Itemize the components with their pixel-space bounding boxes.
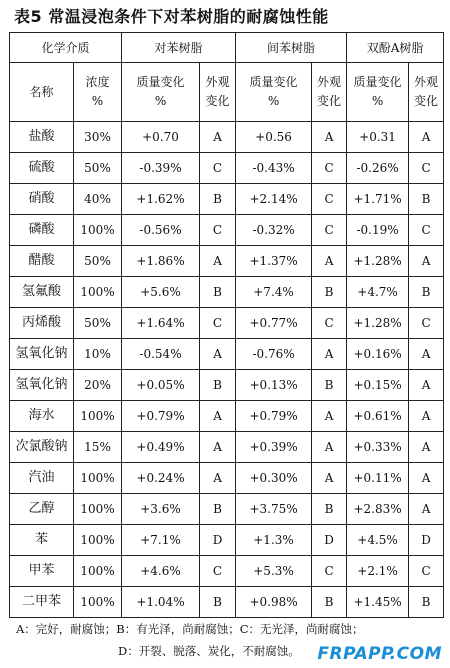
mass-change-terephthalic-cell: +0.24% — [122, 463, 200, 494]
mass-change-bisphenol-a-cell: +2.83% — [347, 494, 409, 525]
appearance-isophthalic-cell: A — [312, 122, 347, 153]
appearance-bisphenol-a-cell: C — [409, 308, 444, 339]
chemical-name-cell: 磷酸 — [10, 215, 74, 246]
chemical-name-cell: 醋酸 — [10, 246, 74, 277]
appearance-terephthalic-cell: D — [200, 525, 236, 556]
appearance-isophthalic-cell: B — [312, 370, 347, 401]
mass-change-bisphenol-a-cell: +1.71% — [347, 184, 409, 215]
appearance-bisphenol-a-cell: A — [409, 432, 444, 463]
mass-change-terephthalic-cell: +7.1% — [122, 525, 200, 556]
header-medium: 化学介质 — [10, 33, 122, 63]
mass-change-isophthalic-cell: +0.13% — [236, 370, 312, 401]
table-row — [10, 370, 444, 401]
header-name: 名称 — [10, 63, 74, 122]
appearance-terephthalic-cell: C — [200, 215, 236, 246]
appearance-isophthalic-cell: D — [312, 525, 347, 556]
appearance-isophthalic-cell: A — [312, 246, 347, 277]
header-row-groups — [10, 33, 444, 63]
table-row — [10, 308, 444, 339]
mass-change-bisphenol-a-cell: -0.19% — [347, 215, 409, 246]
table-row — [10, 525, 444, 556]
mass-change-terephthalic-cell: -0.39% — [122, 153, 200, 184]
appearance-terephthalic-cell: A — [200, 339, 236, 370]
appearance-isophthalic-cell: C — [312, 153, 347, 184]
mass-change-bisphenol-a-cell: +0.11% — [347, 463, 409, 494]
mass-change-terephthalic-cell: +1.04% — [122, 587, 200, 618]
table-row — [10, 463, 444, 494]
appearance-isophthalic-cell: A — [312, 463, 347, 494]
chemical-name-cell: 丙烯酸 — [10, 308, 74, 339]
mass-change-isophthalic-cell: +0.56 — [236, 122, 312, 153]
appearance-terephthalic-cell: B — [200, 277, 236, 308]
mass-change-bisphenol-a-cell: +0.31 — [347, 122, 409, 153]
chemical-name-cell: 甲苯 — [10, 556, 74, 587]
concentration-cell: 100% — [74, 215, 122, 246]
appearance-isophthalic-cell: C — [312, 184, 347, 215]
appearance-isophthalic-cell: A — [312, 432, 347, 463]
concentration-cell: 100% — [74, 494, 122, 525]
appearance-isophthalic-cell: B — [312, 587, 347, 618]
appearance-bisphenol-a-cell: B — [409, 184, 444, 215]
chemical-name-cell: 汽油 — [10, 463, 74, 494]
header-mass-change-1: 质量变化 % — [122, 63, 200, 122]
mass-change-isophthalic-cell: +0.79% — [236, 401, 312, 432]
footnote-line-2: D：开裂、脱落、炭化，不耐腐蚀。 — [118, 644, 300, 658]
table-row — [10, 556, 444, 587]
table-title: 表5 常温浸泡条件下对苯树脂的耐腐蚀性能 — [14, 7, 329, 26]
mass-change-isophthalic-cell: +0.98% — [236, 587, 312, 618]
concentration-cell: 100% — [74, 401, 122, 432]
appearance-isophthalic-cell: A — [312, 339, 347, 370]
mass-change-terephthalic-cell: -0.56% — [122, 215, 200, 246]
concentration-cell: 50% — [74, 153, 122, 184]
table-row — [10, 587, 444, 618]
concentration-cell: 10% — [74, 339, 122, 370]
header-resin-bisphenol-a: 双酚A树脂 — [347, 33, 444, 63]
mass-change-bisphenol-a-cell: +0.33% — [347, 432, 409, 463]
header-resin-terephthalic: 对苯树脂 — [122, 33, 236, 63]
header-mass-change-2: 质量变化 % — [236, 63, 312, 122]
concentration-cell: 100% — [74, 525, 122, 556]
table-row — [10, 494, 444, 525]
appearance-bisphenol-a-cell: B — [409, 587, 444, 618]
header-appearance-change-3: 外观 变化 — [409, 63, 444, 122]
mass-change-bisphenol-a-cell: +1.28% — [347, 246, 409, 277]
mass-change-isophthalic-cell: +1.3% — [236, 525, 312, 556]
chemical-name-cell: 盐酸 — [10, 122, 74, 153]
appearance-bisphenol-a-cell: D — [409, 525, 444, 556]
mass-change-terephthalic-cell: +3.6% — [122, 494, 200, 525]
appearance-bisphenol-a-cell: A — [409, 494, 444, 525]
header-row-columns — [10, 63, 444, 122]
mass-change-terephthalic-cell: +0.79% — [122, 401, 200, 432]
mass-change-bisphenol-a-cell: +0.15% — [347, 370, 409, 401]
mass-change-terephthalic-cell: +1.64% — [122, 308, 200, 339]
chemical-name-cell: 次氯酸钠 — [10, 432, 74, 463]
mass-change-bisphenol-a-cell: +2.1% — [347, 556, 409, 587]
mass-change-terephthalic-cell: +4.6% — [122, 556, 200, 587]
table-row — [10, 215, 444, 246]
chemical-name-cell: 海水 — [10, 401, 74, 432]
concentration-cell: 50% — [74, 246, 122, 277]
concentration-cell: 100% — [74, 277, 122, 308]
appearance-terephthalic-cell: B — [200, 587, 236, 618]
mass-change-isophthalic-cell: +7.4% — [236, 277, 312, 308]
chemical-name-cell: 硝酸 — [10, 184, 74, 215]
mass-change-terephthalic-cell: +0.49% — [122, 432, 200, 463]
header-resin-isophthalic: 间苯树脂 — [236, 33, 347, 63]
concentration-cell: 100% — [74, 463, 122, 494]
appearance-isophthalic-cell: B — [312, 277, 347, 308]
mass-change-isophthalic-cell: +3.75% — [236, 494, 312, 525]
corrosion-resistance-table — [9, 32, 444, 618]
table-row — [10, 246, 444, 277]
appearance-terephthalic-cell: A — [200, 432, 236, 463]
appearance-bisphenol-a-cell: A — [409, 463, 444, 494]
appearance-terephthalic-cell: A — [200, 463, 236, 494]
concentration-cell: 50% — [74, 308, 122, 339]
appearance-terephthalic-cell: B — [200, 494, 236, 525]
mass-change-bisphenol-a-cell: +4.5% — [347, 525, 409, 556]
footnote-line-1: A：完好，耐腐蚀；B：有光泽，尚耐腐蚀；C：无光泽，尚耐腐蚀； — [16, 622, 364, 636]
appearance-bisphenol-a-cell: A — [409, 246, 444, 277]
mass-change-isophthalic-cell: +0.30% — [236, 463, 312, 494]
header-concentration: 浓度 % — [74, 63, 122, 122]
mass-change-isophthalic-cell: -0.43% — [236, 153, 312, 184]
appearance-bisphenol-a-cell: B — [409, 277, 444, 308]
appearance-terephthalic-cell: A — [200, 401, 236, 432]
watermark-logo: FRPAPP.COM — [317, 644, 442, 664]
header-appearance-change-1: 外观 变化 — [200, 63, 236, 122]
mass-change-terephthalic-cell: +1.62% — [122, 184, 200, 215]
chemical-name-cell: 乙醇 — [10, 494, 74, 525]
mass-change-terephthalic-cell: +0.70 — [122, 122, 200, 153]
concentration-cell: 30% — [74, 122, 122, 153]
appearance-terephthalic-cell: B — [200, 370, 236, 401]
mass-change-bisphenol-a-cell: +0.61% — [347, 401, 409, 432]
table-row — [10, 277, 444, 308]
appearance-bisphenol-a-cell: A — [409, 339, 444, 370]
mass-change-isophthalic-cell: +0.77% — [236, 308, 312, 339]
concentration-cell: 100% — [74, 556, 122, 587]
header-appearance-change-2: 外观 变化 — [312, 63, 347, 122]
concentration-cell: 20% — [74, 370, 122, 401]
table-row — [10, 122, 444, 153]
appearance-terephthalic-cell: A — [200, 246, 236, 277]
chemical-name-cell: 氢氟酸 — [10, 277, 74, 308]
appearance-terephthalic-cell: B — [200, 184, 236, 215]
mass-change-terephthalic-cell: +0.05% — [122, 370, 200, 401]
mass-change-isophthalic-cell: +2.14% — [236, 184, 312, 215]
chemical-name-cell: 氢氧化钠 — [10, 370, 74, 401]
appearance-isophthalic-cell: C — [312, 556, 347, 587]
mass-change-isophthalic-cell: -0.32% — [236, 215, 312, 246]
concentration-cell: 15% — [74, 432, 122, 463]
chemical-name-cell: 苯 — [10, 525, 74, 556]
table-row — [10, 184, 444, 215]
table-row — [10, 339, 444, 370]
appearance-bisphenol-a-cell: A — [409, 370, 444, 401]
header-mass-change-3: 质量变化 % — [347, 63, 409, 122]
mass-change-bisphenol-a-cell: +1.28% — [347, 308, 409, 339]
appearance-terephthalic-cell: C — [200, 153, 236, 184]
appearance-bisphenol-a-cell: A — [409, 401, 444, 432]
mass-change-bisphenol-a-cell: +4.7% — [347, 277, 409, 308]
appearance-terephthalic-cell: C — [200, 308, 236, 339]
mass-change-terephthalic-cell: +1.86% — [122, 246, 200, 277]
table-row — [10, 401, 444, 432]
chemical-name-cell: 硫酸 — [10, 153, 74, 184]
mass-change-bisphenol-a-cell: +0.16% — [347, 339, 409, 370]
mass-change-isophthalic-cell: +5.3% — [236, 556, 312, 587]
appearance-isophthalic-cell: C — [312, 215, 347, 246]
mass-change-isophthalic-cell: +1.37% — [236, 246, 312, 277]
chemical-name-cell: 氢氧化钠 — [10, 339, 74, 370]
appearance-terephthalic-cell: A — [200, 122, 236, 153]
appearance-terephthalic-cell: C — [200, 556, 236, 587]
appearance-isophthalic-cell: A — [312, 401, 347, 432]
mass-change-bisphenol-a-cell: -0.26% — [347, 153, 409, 184]
table-row — [10, 432, 444, 463]
mass-change-bisphenol-a-cell: +1.45% — [347, 587, 409, 618]
concentration-cell: 100% — [74, 587, 122, 618]
appearance-bisphenol-a-cell: C — [409, 215, 444, 246]
table-row — [10, 153, 444, 184]
appearance-isophthalic-cell: B — [312, 494, 347, 525]
concentration-cell: 40% — [74, 184, 122, 215]
appearance-isophthalic-cell: C — [312, 308, 347, 339]
mass-change-terephthalic-cell: -0.54% — [122, 339, 200, 370]
appearance-bisphenol-a-cell: A — [409, 122, 444, 153]
appearance-bisphenol-a-cell: C — [409, 153, 444, 184]
appearance-bisphenol-a-cell: C — [409, 556, 444, 587]
mass-change-terephthalic-cell: +5.6% — [122, 277, 200, 308]
chemical-name-cell: 二甲苯 — [10, 587, 74, 618]
mass-change-isophthalic-cell: -0.76% — [236, 339, 312, 370]
mass-change-isophthalic-cell: +0.39% — [236, 432, 312, 463]
